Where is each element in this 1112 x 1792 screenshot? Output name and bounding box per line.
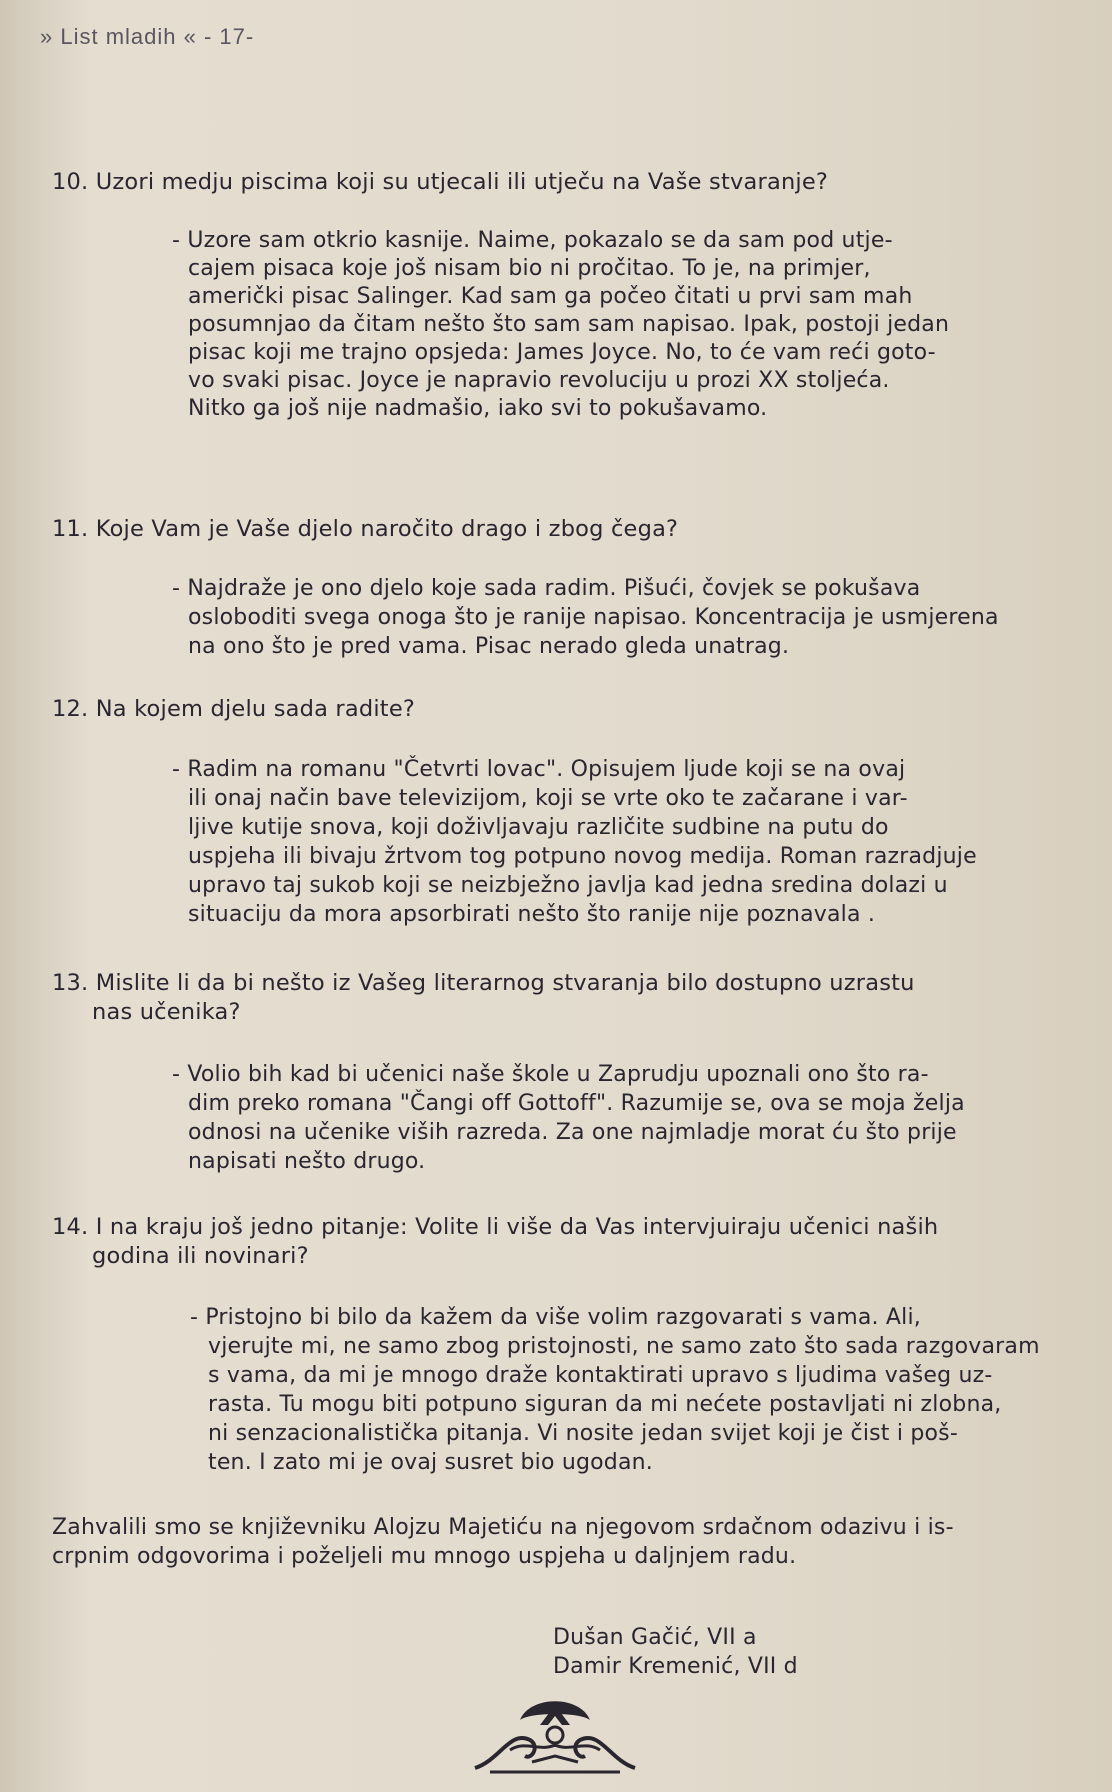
- question-11: 11. Koje Vam je Vaše djelo naročito drago i zbog čega?: [52, 516, 679, 542]
- answer-line: - Volio bih kad bi učenici naše škole u Zaprudju upoznali ono što ra-: [172, 1062, 929, 1087]
- answer-line: osloboditi svega onoga što je ranije napisao. Koncentracija je usmjerena: [188, 605, 999, 630]
- answer-line: cajem pisaca koje još nisam bio ni pročitao. To je, na primjer,: [188, 256, 871, 281]
- answer-line: napisati nešto drugo.: [188, 1149, 426, 1174]
- answer-line: - Najdraže je ono djelo koje sada radim. Pišući, čovjek se pokušava: [172, 576, 921, 601]
- question-12: 12. Na kojem djelu sada radite?: [52, 696, 416, 722]
- answer-line: uspjeha ili bivaju žrtvom tog potpuno novog medija. Roman razradjuje: [188, 844, 977, 869]
- answer-line: upravo taj sukob koji se neizbježno javlja kad jedna sredina dolazi u: [188, 873, 948, 898]
- page-header: » List mladih « - 17-: [40, 24, 255, 49]
- signature: Dušan Gačić, VII a: [553, 1625, 757, 1650]
- answer-line: pisac koji me trajno opsjeda: James Joyce. No, to će vam reći goto-: [188, 340, 936, 365]
- question-10: 10. Uzori medju piscima koji su utjecali ili utječu na Vaše stvaranje?: [52, 169, 829, 195]
- answer-line: - Uzore sam otkrio kasnije. Naime, pokazalo se da sam pod utje-: [172, 228, 893, 253]
- answer-line: odnosi na učenike viših razreda. Za one najmladje morat ću što prije: [188, 1120, 957, 1145]
- question-13-cont: nas učenika?: [92, 999, 241, 1025]
- answer-line: ljive kutije snova, koji doživljavaju različite sudbine na putu do: [188, 815, 889, 840]
- answer-line: s vama, da mi je mnogo draže kontaktirati upravo s ljudima vašeg uz-: [208, 1363, 993, 1388]
- answer-line: ten. I zato mi je ovaj susret bio ugodan.: [208, 1450, 653, 1475]
- signature: Damir Kremenić, VII d: [553, 1654, 798, 1679]
- question-14-cont: godina ili novinari?: [92, 1243, 309, 1269]
- decorative-flourish-icon: [470, 1690, 640, 1775]
- answer-line: ni senzacionalistička pitanja. Vi nosite jedan svijet koji je čist i poš-: [208, 1421, 958, 1446]
- answer-line: rasta. Tu mogu biti potpuno siguran da mi nećete postavljati ni zlobna,: [208, 1392, 1002, 1417]
- closing-line: Zahvalili smo se književniku Alojzu Majetiću na njegovom srdačnom odazivu i is-: [52, 1515, 954, 1540]
- answer-line: američki pisac Salinger. Kad sam ga počeo čitati u prvi sam mah: [188, 284, 913, 309]
- answer-line: na ono što je pred vama. Pisac nerado gleda unatrag.: [188, 634, 790, 659]
- answer-line: posumnjao da čitam nešto što sam sam napisao. Ipak, postoji jedan: [188, 312, 950, 337]
- answer-line: vo svaki pisac. Joyce je napravio revoluciju u prozi XX stoljeća.: [188, 368, 890, 393]
- closing-line: crpnim odgovorima i poželjeli mu mnogo uspjeha u daljnjem radu.: [52, 1544, 797, 1569]
- answer-line: - Radim na romanu "Četvrti lovac". Opisujem ljude koji se na ovaj: [172, 757, 906, 782]
- answer-line: - Pristojno bi bilo da kažem da više volim razgovarati s vama. Ali,: [190, 1305, 921, 1330]
- question-14: 14. I na kraju još jedno pitanje: Volite li više da Vas intervjuiraju učenici naših: [52, 1214, 939, 1240]
- answer-line: ili onaj način bave televizijom, koji se vrte oko te začarane i var-: [188, 786, 908, 811]
- answer-line: vjerujte mi, ne samo zbog pristojnosti, ne samo zato što sada razgovaram: [208, 1334, 1040, 1359]
- answer-line: Nitko ga još nije nadmašio, iako svi to pokušavamo.: [188, 396, 768, 421]
- question-13: 13. Mislite li da bi nešto iz Vašeg literarnog stvaranja bilo dostupno uzrastu: [52, 970, 915, 996]
- answer-line: dim preko romana "Čangi off Gottoff". Razumije se, ova se moja želja: [188, 1091, 965, 1116]
- answer-line: situaciju da mora apsorbirati nešto što ranije nije poznavala .: [188, 902, 876, 927]
